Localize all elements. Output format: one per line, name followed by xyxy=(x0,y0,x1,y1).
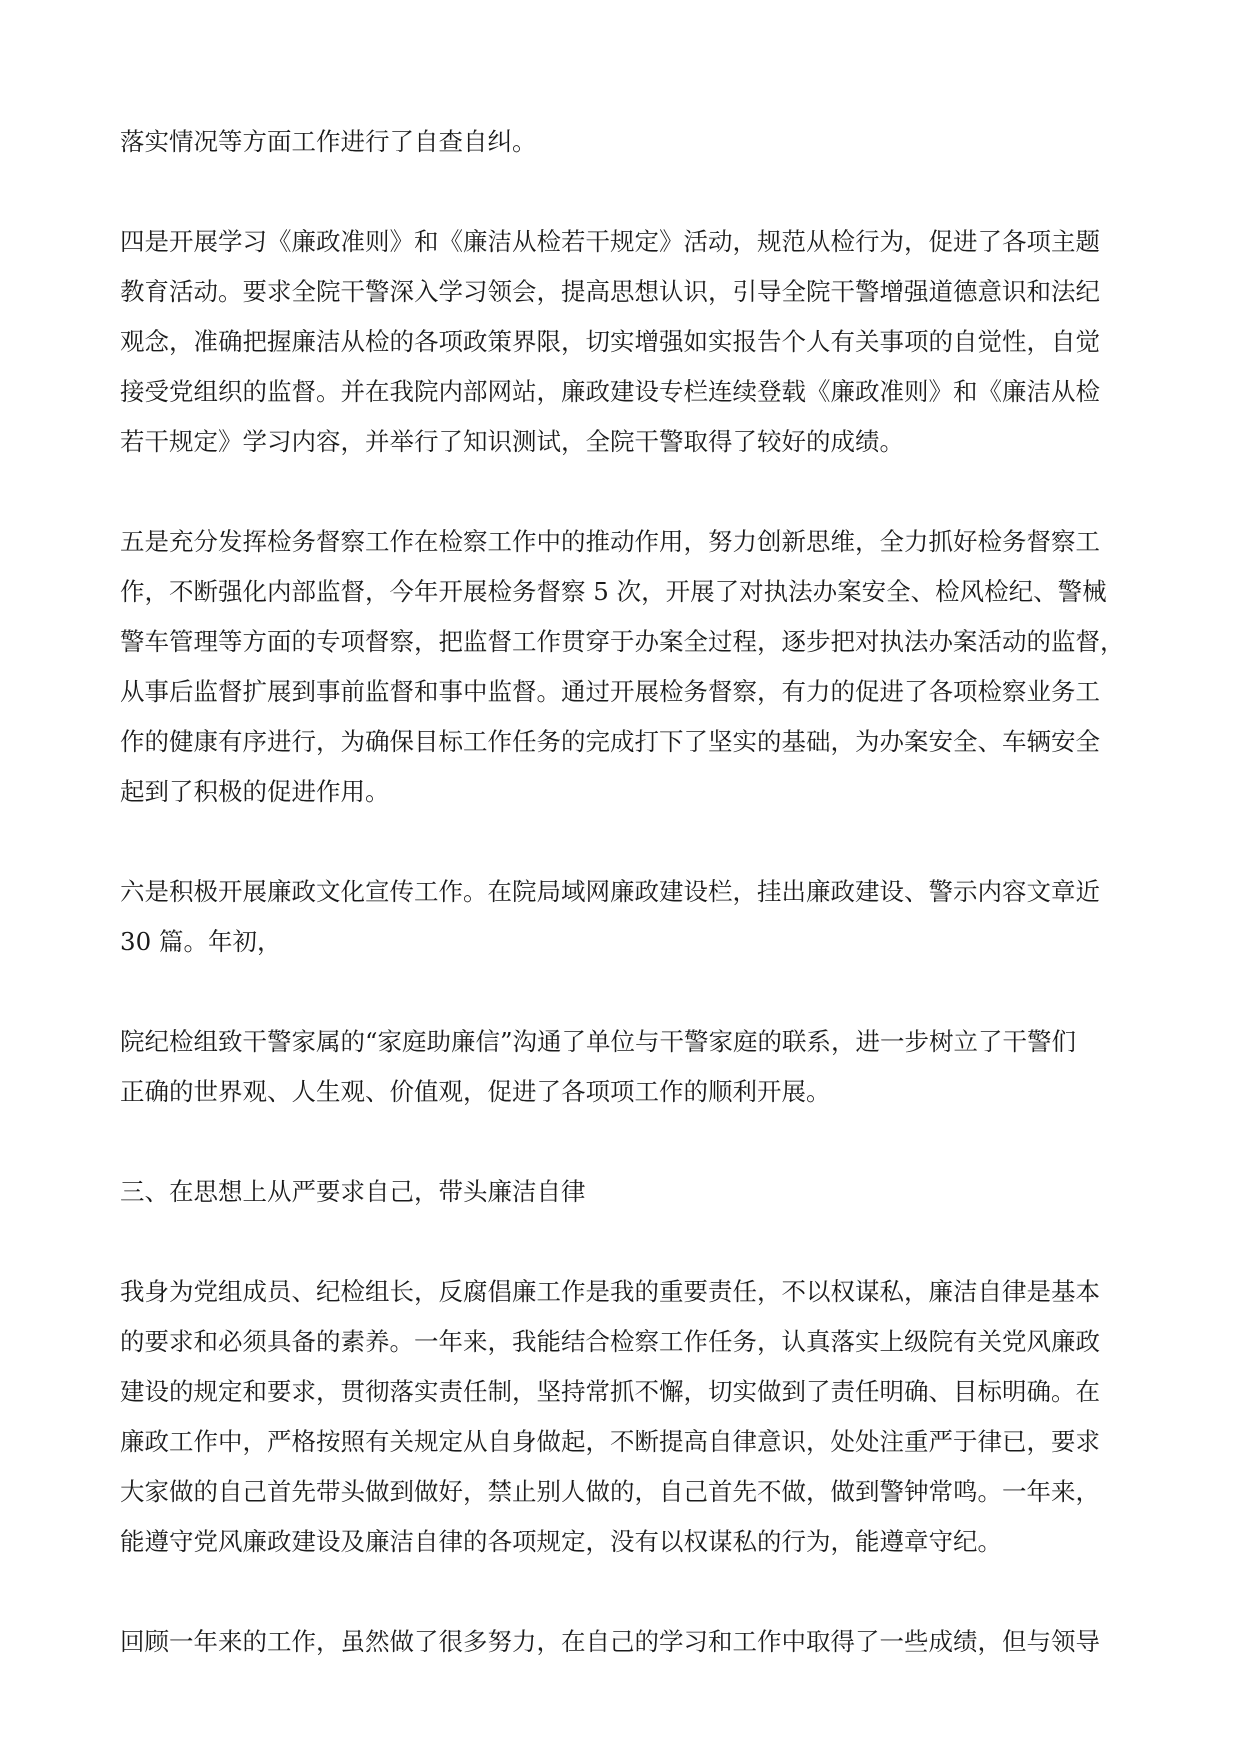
text-line: 正确的世界观、人生观、价值观，促进了各项项工作的顺利开展。 xyxy=(120,1077,831,1106)
text-line: 六是积极开展廉政文化宣传工作。在院局域网廉政建设栏，挂出廉政建设、警示内容文章近 xyxy=(120,877,1100,906)
text-line: 院纪检组致干警家属的“家庭助廉信”沟通了单位与干警家庭的联系，进一步树立了干警们 xyxy=(120,1027,1077,1056)
text-line: 30 篇。年初， xyxy=(120,927,282,956)
text-line: 四是开展学习《廉政准则》和《廉洁从检若干规定》活动，规范从检行为，促进了各项主题 xyxy=(120,227,1100,256)
text-line: 教育活动。要求全院干警深入学习领会，提高思想认识，引导全院干警增强道德意识和法纪 xyxy=(120,277,1100,306)
text-line: 作，不断强化内部监督，今年开展检务督察 5 次，开展了对执法办案安全、检风检纪、警械 xyxy=(120,577,1107,606)
section-heading: 三、在思想上从严要求自己，带头廉洁自律 xyxy=(120,1177,586,1206)
text-line: 回顾一年来的工作，虽然做了很多努力，在自己的学习和工作中取得了一些成绩，但与领导 xyxy=(120,1627,1100,1656)
text-line: 落实情况等方面工作进行了自查自纠。 xyxy=(120,127,537,156)
text-line: 起到了积极的促进作用。 xyxy=(120,777,390,806)
document-page xyxy=(120,0,1125,1753)
text-line: 从事后监督扩展到事前监督和事中监督。通过开展检务督察，有力的促进了各项检察业务工 xyxy=(120,677,1100,706)
text-line: 警车管理等方面的专项督察，把监督工作贯穿于办案全过程，逐步把对执法办案活动的监督， xyxy=(120,627,1125,656)
text-line: 我身为党组成员、纪检组长，反腐倡廉工作是我的重要责任，不以权谋私，廉洁自律是基本 xyxy=(120,1277,1100,1306)
text-line: 廉政工作中，严格按照有关规定从自身做起，不断提高自律意识，处处注重严于律已，要求 xyxy=(120,1427,1100,1456)
text-line: 五是充分发挥检务督察工作在检察工作中的推动作用，努力创新思维，全力抓好检务督察工 xyxy=(120,527,1100,556)
text-line: 作的健康有序进行，为确保目标工作任务的完成打下了坚实的基础，为办案安全、车辆安全 xyxy=(120,727,1100,756)
text-line: 观念，准确把握廉洁从检的各项政策界限，切实增强如实报告个人有关事项的自觉性，自觉 xyxy=(120,327,1100,356)
text-line: 若干规定》学习内容，并举行了知识测试，全院干警取得了较好的成绩。 xyxy=(120,427,904,456)
text-line: 的要求和必须具备的素养。一年来，我能结合检察工作任务，认真落实上级院有关党风廉政 xyxy=(120,1327,1100,1356)
text-line: 大家做的自己首先带头做到做好，禁止别人做的，自己首先不做，做到警钟常鸣。一年来， xyxy=(120,1477,1100,1506)
text-line: 能遵守党风廉政建设及廉洁自律的各项规定，没有以权谋私的行为，能遵章守纪。 xyxy=(120,1527,1002,1556)
text-line: 建设的规定和要求，贯彻落实责任制，坚持常抓不懈，切实做到了责任明确、目标明确。在 xyxy=(120,1377,1100,1406)
text-line: 接受党组织的监督。并在我院内部网站，廉政建设专栏连续登载《廉政准则》和《廉洁从检 xyxy=(120,377,1100,406)
